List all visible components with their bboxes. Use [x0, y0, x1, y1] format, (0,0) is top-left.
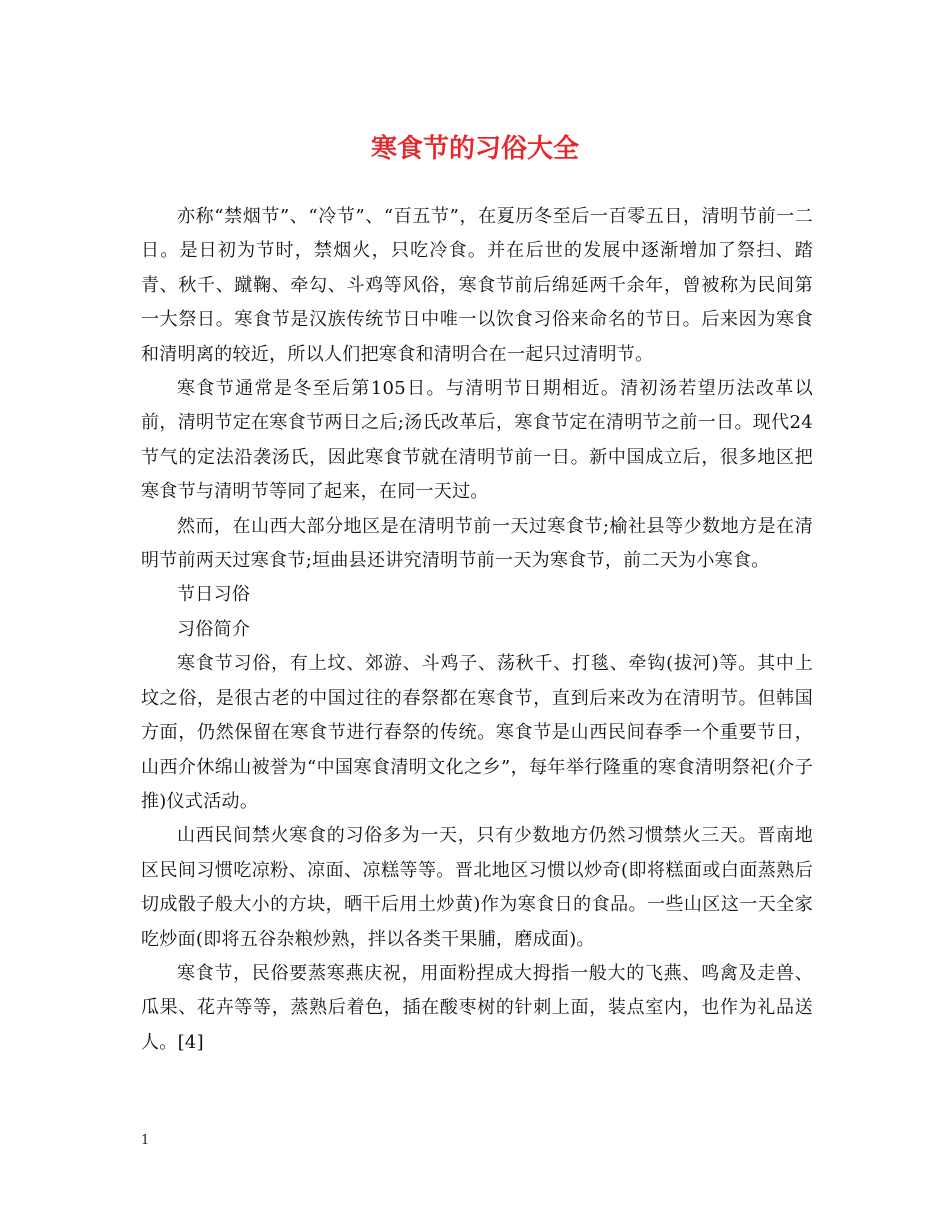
section-heading: 节日习俗	[177, 584, 251, 606]
paragraph: 寒食节习俗，有上坟、郊游、斗鸡子、荡秋千、打毯、牵钩(拔河)等。其中上坟之俗，是很古老的中国过往的春祭都在寒食节，直到后来改为在清明节。但韩国方面，仍然保留在寒食节进行春祭的传统。寒食节是山西民间春季一个重要节日，山西介休绵山被誉为“中国寒食清明文化之乡”，每年举行隆重的寒食清明祭祀(介子推)仪式活动。	[141, 653, 813, 812]
page-number: 1	[141, 1133, 150, 1148]
paragraph: 然而，在山西大部分地区是在清明节前一天过寒食节;榆社县等少数地方是在清明节前两天过寒食节;垣曲县还讲究清明节前一天为寒食节，前二天为小寒食。	[141, 515, 813, 572]
paragraph: 山西民间禁火寒食的习俗多为一天，只有少数地方仍然习惯禁火三天。晋南地区民间习惯吃凉粉、凉面、凉糕等等。晋北地区习惯以炒奇(即将糕面或白面蒸熟后切成骰子般大小的方块，晒干后用土炒黄)作为寒食日的食品。一些山区这一天全家吃炒面(即将五谷杂粮炒熟，拌以各类干果脯，磨成面)。	[141, 825, 813, 950]
document-body	[141, 200, 813, 1060]
page-title: 寒食节的习俗大全	[370, 134, 579, 164]
subsection-heading: 习俗简介	[177, 618, 251, 640]
paragraph: 亦称“禁烟节”、“冷节”、“百五节”，在夏历冬至后一百零五日，清明节前一二日。是日初为节时，禁烟火，只吃冷食。并在后世的发展中逐渐增加了祭扫、踏青、秋千、蹴鞠、牵勾、斗鸡等风俗，寒食节前后绵延两千余年，曾被称为民间第一大祭日。寒食节是汉族传统节日中唯一以饮食习俗来命名的节日。后来因为寒食和清明离的较近，所以人们把寒食和清明合在一起只过清明节。	[141, 206, 813, 365]
paragraph: 寒食节通常是冬至后第105日。与清明节日期相近。清初汤若望历法改革以前，清明节定在寒食节两日之后;汤氏改革后，寒食节定在清明节之前一日。现代24节气的定法沿袭汤氏，因此寒食节就在清明节前一日。新中国成立后，很多地区把寒食节与清明节等同了起来，在同一天过。	[141, 378, 813, 503]
paragraph: 寒食节，民俗要蒸寒燕庆祝，用面粉捏成大拇指一般大的飞燕、鸣禽及走兽、瓜果、花卉等等，蒸熟后着色，插在酸枣树的针刺上面，装点室内，也作为礼品送人。[4]	[141, 962, 813, 1053]
